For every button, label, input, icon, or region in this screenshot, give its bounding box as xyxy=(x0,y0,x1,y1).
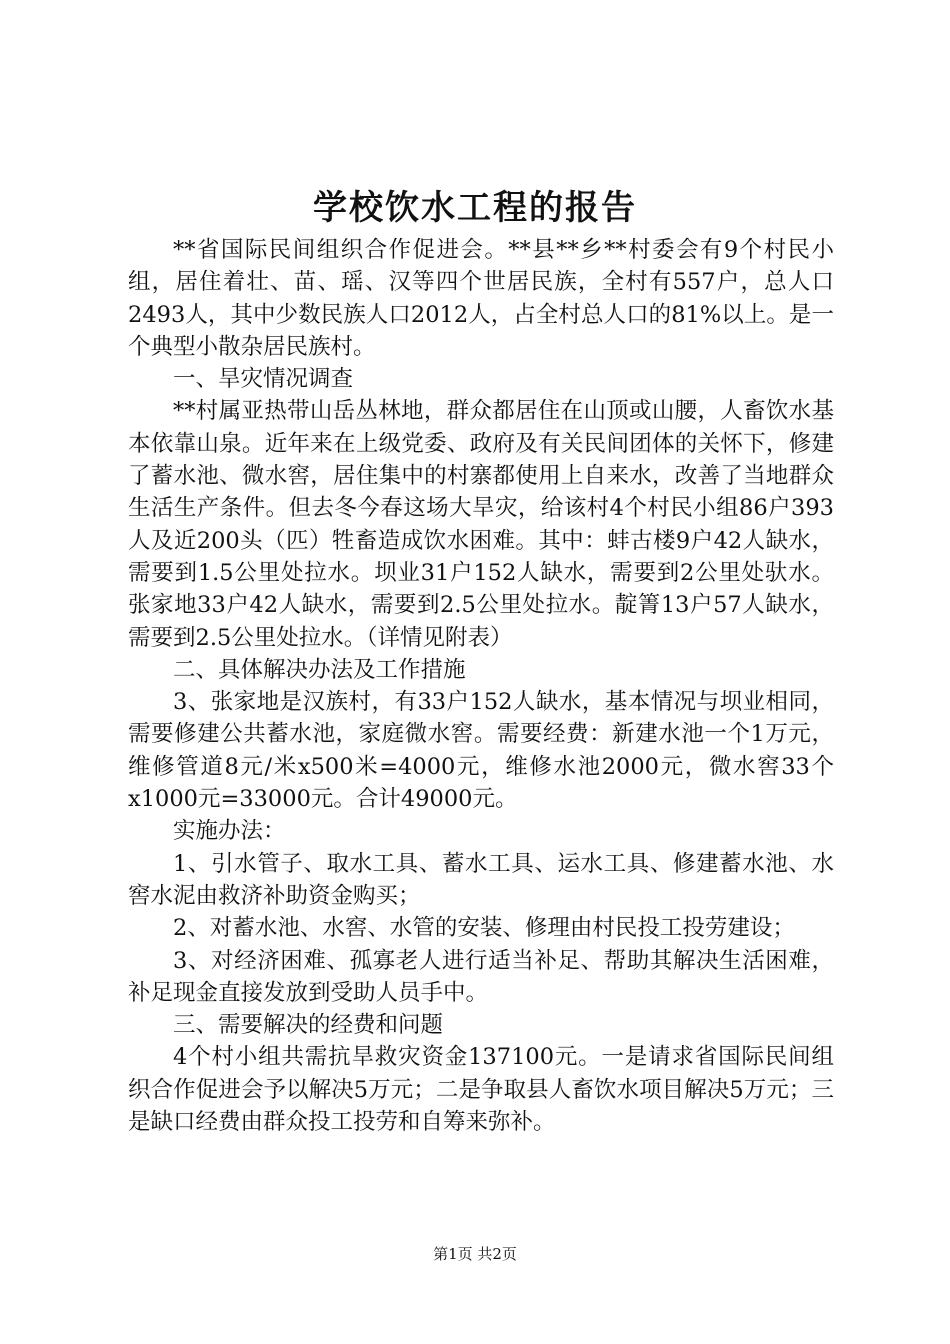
document-body xyxy=(128,234,834,1138)
intro-paragraph: **省国际民间组织合作促进会。**县**乡**村委会有9个村民小组，居住着壮、苗、瑶、汉等四个世居民族，全村有557户，总人口2493人，其中少数民族人口2012人，占全村总人口的81%以上。是一个典型小散杂居民族村。 xyxy=(128,237,834,360)
funding-paragraph: 4个村小组共需抗旱救灾资金137100元。一是请求省国际民间组织合作促进会予以解决5万元；二是争取县人畜饮水项目解决5万元；三是缺口经费由群众投工投劳和自筹来弥补。 xyxy=(128,1044,834,1136)
zhangjiadi-paragraph: 3、张家地是汉族村，有33户152人缺水，基本情况与坝业相同，需要修建公共蓄水池，家庭微水窖。需要经费：新建水池一个1万元，维修管道8元/米x500米=4000元，维修水池2000元，微水窖33个x1000元=33000元。合计49000元。 xyxy=(128,689,834,813)
implementation-item-1: 1、引水管子、取水工具、蓄水工具、运水工具、修建蓄水池、水窖水泥由救济补助资金购买； xyxy=(128,850,834,909)
section-heading-funding: 三、需要解决的经费和问题 xyxy=(173,1012,444,1039)
implementation-item-2: 2、对蓄水池、水窖、水管的安装、修理由村民投工投劳建设； xyxy=(173,915,795,942)
section-heading-solutions: 二、具体解决办法及工作措施 xyxy=(173,656,466,683)
page-number-footer: 第1页 共2页 xyxy=(433,1245,517,1263)
drought-survey-paragraph: **村属亚热带山岳丛林地，群众都居住在山顶或山腰，人畜饮水基本依靠山泉。近年来在上级党委、政府及有关民间团体的关怀下，修建了蓄水池、微水窖，居住集中的村寨都使用上自来水，改善了当地群众生活生产条件。但去冬今春这场大旱灾，给该村4个村民小组86户393人及近200头（匹）牲畜造成饮水困难。其中：蚌古楼9户42人缺水，需要到1.5公里处拉水。坝业31户152人缺水，需要到2公里处驮水。张家地33户42人缺水，需要到2.5公里处拉水。靛箐13户57人缺水，需要到2.5公里处拉水。（详情见附表） xyxy=(128,398,834,651)
implementation-item-3: 3、对经济困难、孤寡老人进行适当补足、帮助其解决生活困难，补足现金直接发放到受助人员手中。 xyxy=(128,947,834,1006)
section-heading-drought-survey: 一、旱灾情况调查 xyxy=(173,366,354,393)
document-title: 学校饮水工程的报告 xyxy=(313,188,637,228)
implementation-heading: 实施办法： xyxy=(173,818,286,845)
